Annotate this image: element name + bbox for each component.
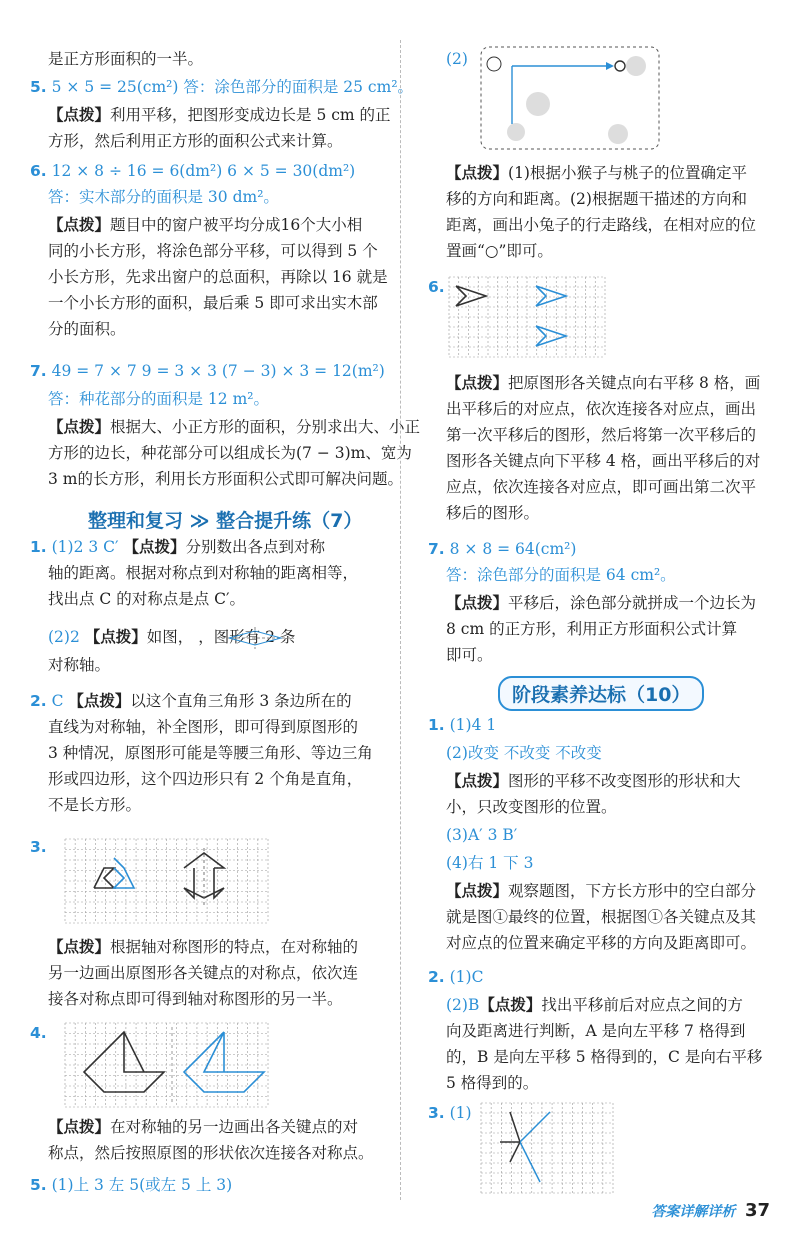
hint-label: 【点拨】: [68, 691, 131, 710]
hint-label: 【点拨】: [479, 995, 542, 1014]
answer-text: 49 = 7 × 7 9 = 3 × 3 (7 − 3) × 3 = 12(m²): [46, 362, 385, 380]
answer-text: (4)右 1 下 3: [446, 854, 534, 872]
text-line: [446, 932, 756, 954]
text-line: [446, 906, 756, 928]
body-text: 方形，然后利用正方形的面积公式来计算。: [48, 132, 343, 150]
question-number: 4.: [30, 1024, 47, 1042]
text-line: [30, 836, 47, 858]
text-line: [446, 994, 743, 1016]
answer-text: (3)A′ 3 B′: [446, 826, 518, 844]
body-text: 同的小长方形，将涂色部分平移，可以得到 5 个: [48, 242, 378, 260]
answer-text: (2): [446, 50, 468, 68]
body-text: 平移后，涂色部分就拼成一个边长为: [508, 594, 757, 612]
hint-label: 【点拨】: [84, 627, 147, 646]
text-line: [48, 742, 373, 764]
right-column: [428, 0, 773, 1251]
hint-label: 【点拨】: [446, 373, 509, 392]
hint-label: 【点拨】: [48, 215, 111, 234]
body-text: 小，只改变图形的位置。: [446, 798, 617, 816]
text-line: [48, 442, 412, 464]
body-text: 3 种情况，原图形可能是等腰三角形、等边三角: [48, 744, 373, 762]
text-line: [48, 768, 362, 790]
text-line: [446, 852, 533, 874]
body-text: 8 cm 的正方形，利用正方形面积公式计算: [446, 620, 738, 638]
text-line: [48, 48, 203, 70]
text-line: [48, 1142, 374, 1164]
body-text: 如图， ，图形有 2 条: [146, 628, 296, 646]
text-line: [446, 398, 756, 420]
text-line: [446, 742, 602, 764]
body-text: 图形各关键点向下平移 4 格，画出平移后的对: [446, 452, 761, 470]
text-line: [446, 214, 756, 236]
body-text: 根据大、小正方形的面积，分别求出大、小正: [110, 418, 421, 436]
text-line: [446, 1046, 762, 1068]
footer-label: 答案详解详析: [651, 1204, 736, 1220]
text-line: [48, 588, 245, 610]
text-line: [48, 1116, 358, 1138]
page-number: 37: [744, 1200, 770, 1221]
hint-label: 【点拨】: [48, 105, 111, 124]
page-footer: [651, 1200, 770, 1221]
text-line: [446, 1020, 745, 1042]
hint-label: 【点拨】: [48, 937, 111, 956]
text-line: [428, 538, 576, 560]
section-title-stage: 阶段素养达标（10）: [498, 676, 704, 711]
answer-text: 答：实木部分的面积是 30 dm²。: [48, 188, 279, 206]
body-text: 向及距离进行判断，A 是向左平移 7 格得到: [446, 1022, 746, 1040]
text-line: [428, 966, 483, 988]
answer-text: (1)4 1: [444, 716, 497, 734]
hint-label: 【点拨】: [123, 537, 186, 556]
answer-text: (1): [444, 1104, 472, 1122]
body-text: 把原图形各关键点向右平移 8 格，画: [508, 374, 761, 392]
grid-figure-q3: [64, 838, 269, 924]
body-text: 直线为对称轴，补全图形，即可得到原图形的: [48, 718, 359, 736]
text-line: [446, 770, 741, 792]
body-text: 的，B 是向左平移 5 格得到的，C 是向右平移: [446, 1048, 763, 1066]
body-text: 方形的边长，种花部分可以组成长为(7 − 3)m、宽为: [48, 444, 412, 462]
body-text: 称点，然后按照原图的形状依次连接各对称点。: [48, 1144, 374, 1162]
body-text: 对称轴。: [48, 656, 111, 674]
question-number: 6.: [428, 278, 445, 296]
text-line: [446, 592, 756, 614]
question-number: 2.: [428, 968, 445, 986]
question-number: 1.: [30, 538, 47, 556]
text-line: [446, 372, 760, 394]
text-line: [48, 214, 362, 236]
text-line: [446, 880, 756, 902]
text-line: [446, 240, 553, 262]
text-line: [48, 186, 279, 208]
body-text: 图形的平移不改变图形的形状和大: [508, 772, 741, 790]
body-text: 以这个直角三角形 3 条边所在的: [130, 692, 352, 710]
body-text: 是正方形面积的一半。: [48, 50, 204, 68]
text-line: [446, 564, 676, 586]
text-line: [48, 716, 358, 738]
answer-text: 5 × 5 = 25(cm²) 答：涂色部分的面积是 25 cm²。: [46, 78, 414, 96]
body-text: 根据轴对称图形的特点，在对称轴的: [110, 938, 359, 956]
body-text: 第一次平移后的图形，然后将第一次平移后的: [446, 426, 757, 444]
column-divider: [400, 40, 401, 1200]
body-text: 利用平移，把图形变成边长是 5 cm 的正: [110, 106, 391, 124]
text-line: [428, 714, 496, 736]
body-text: 找出点 C 的对称点是点 C′。: [48, 590, 246, 608]
body-text: 对应点的位置来确定平移的方向及距离即可。: [446, 934, 757, 952]
body-text: 找出平移前后对应点之间的方: [541, 996, 743, 1014]
text-line: [446, 1072, 538, 1094]
text-line: [48, 292, 378, 314]
hint-label: 【点拨】: [446, 593, 509, 612]
question-number: 1.: [428, 716, 445, 734]
question-number: 3.: [428, 1104, 445, 1122]
answer-text: 12 × 8 ÷ 16 = 6(dm²) 6 × 5 = 30(dm²): [46, 162, 356, 180]
body-text: 3 m的长方形，利用长方形面积公式即可解决问题。: [48, 470, 403, 488]
body-text: 形或四边形，这个四边形只有 2 个角是直角，: [48, 770, 363, 788]
answer-text: 答：涂色部分的面积是 64 cm²。: [446, 566, 676, 584]
hint-label: 【点拨】: [446, 163, 509, 182]
text-line: [446, 450, 760, 472]
question-number: 2.: [30, 692, 47, 710]
body-text: 距离，画出小兔子的行走路线，在相对应的位: [446, 216, 757, 234]
text-line: [446, 162, 747, 184]
symmetry-axis-figure: [215, 626, 295, 650]
body-text: 出平移后的对应点，依次连接各对应点，画出: [446, 400, 757, 418]
text-line: [48, 240, 378, 262]
text-line: [446, 824, 517, 846]
text-line: [48, 416, 420, 438]
body-text: 移后的图形。: [446, 504, 540, 522]
text-line: [446, 796, 617, 818]
hint-label: 【点拨】: [48, 1117, 111, 1136]
answer-text: (1)2 3 C′: [46, 538, 124, 556]
body-text: 不是长方形。: [48, 796, 142, 814]
text-line: [428, 276, 445, 298]
text-line: [48, 794, 141, 816]
body-text: 题目中的窗户被平均分成16个大小相: [110, 216, 363, 234]
grid-figure-q4: [64, 1022, 269, 1108]
text-line: [428, 1102, 472, 1124]
section-title-review: 整理和复习 ≫ 整合提升练（7）: [88, 510, 363, 532]
question-number: 5.: [30, 78, 47, 96]
animal-route-figure: [480, 46, 660, 150]
text-line: [446, 502, 539, 524]
answer-text: C: [46, 692, 69, 710]
question-number: 6.: [30, 162, 47, 180]
text-line: [48, 104, 391, 126]
text-line: [30, 76, 413, 98]
body-text: 应点，依次连接各对应点，即可画出第二次平: [446, 478, 757, 496]
text-line: [48, 562, 358, 584]
text-line: [48, 988, 343, 1010]
body-text: 在对称轴的另一边画出各关键点的对: [110, 1118, 359, 1136]
hint-label: 【点拨】: [446, 881, 509, 900]
body-text: 另一边画出原图形各关键点的对称点，依次连: [48, 964, 359, 982]
text-line: [446, 188, 747, 210]
text-line: [30, 1022, 47, 1044]
body-text: 观察题图，下方长方形中的空白部分: [508, 882, 757, 900]
text-line: [446, 618, 737, 640]
answer-text: 答：种花部分的面积是 12 m²。: [48, 390, 269, 408]
body-text: 置画“○”即可。: [446, 242, 553, 260]
text-line: [446, 48, 468, 70]
text-line: [48, 266, 388, 288]
answer-text: (1)上 3 左 5(或左 5 上 3): [46, 1176, 233, 1194]
text-line: [48, 318, 126, 340]
hint-label: 【点拨】: [446, 771, 509, 790]
text-line: [48, 962, 358, 984]
text-line: [446, 644, 493, 666]
text-line: [48, 936, 358, 958]
body-text: 轴的距离。根据对称点到对称轴的距离相等，: [48, 564, 359, 582]
question-number: 7.: [428, 540, 445, 558]
text-line: [30, 536, 325, 558]
text-line: [48, 468, 403, 490]
body-text: 接各对称点即可得到轴对称图形的另一半。: [48, 990, 343, 1008]
body-text: (1)根据小猴子与桃子的位置确定平: [508, 164, 747, 182]
body-text: 即可。: [446, 646, 493, 664]
text-line: [30, 1174, 232, 1196]
body-text: 移的方向和距离。(2)根据题干描述的方向和: [446, 190, 747, 208]
text-line: [30, 360, 385, 382]
question-number: 5.: [30, 1176, 47, 1194]
text-line: [48, 654, 110, 676]
question-number: 3.: [30, 838, 47, 856]
answer-text: (2)2: [48, 628, 85, 646]
body-text: 分的面积。: [48, 320, 126, 338]
text-line: [30, 690, 352, 712]
body-text: 5 格得到的。: [446, 1074, 539, 1092]
question-number: 7.: [30, 362, 47, 380]
answer-text: 8 × 8 = 64(cm²): [444, 540, 577, 558]
answer-text: (2)B: [446, 996, 480, 1014]
text-line: [30, 160, 355, 182]
body-text: 小长方形，先求出窗户的总面积，再除以 16 就是: [48, 268, 388, 286]
grid-figure-q6: [448, 276, 606, 358]
hint-label: 【点拨】: [48, 417, 111, 436]
text-line: [48, 388, 269, 410]
answer-text: (1)C: [444, 968, 484, 986]
body-text: 就是图①最终的位置，根据图①各关键点及其: [446, 908, 757, 926]
body-text: 一个小长方形的面积，最后乘 5 即可求出实木部: [48, 294, 378, 312]
text-line: [48, 130, 343, 152]
text-line: [446, 476, 756, 498]
text-line: [446, 424, 756, 446]
answer-text: (2)改变 不改变 不改变: [446, 744, 602, 762]
body-text: 分别数出各点到对称: [185, 538, 325, 556]
grid-figure-stage-q3: [480, 1102, 614, 1194]
